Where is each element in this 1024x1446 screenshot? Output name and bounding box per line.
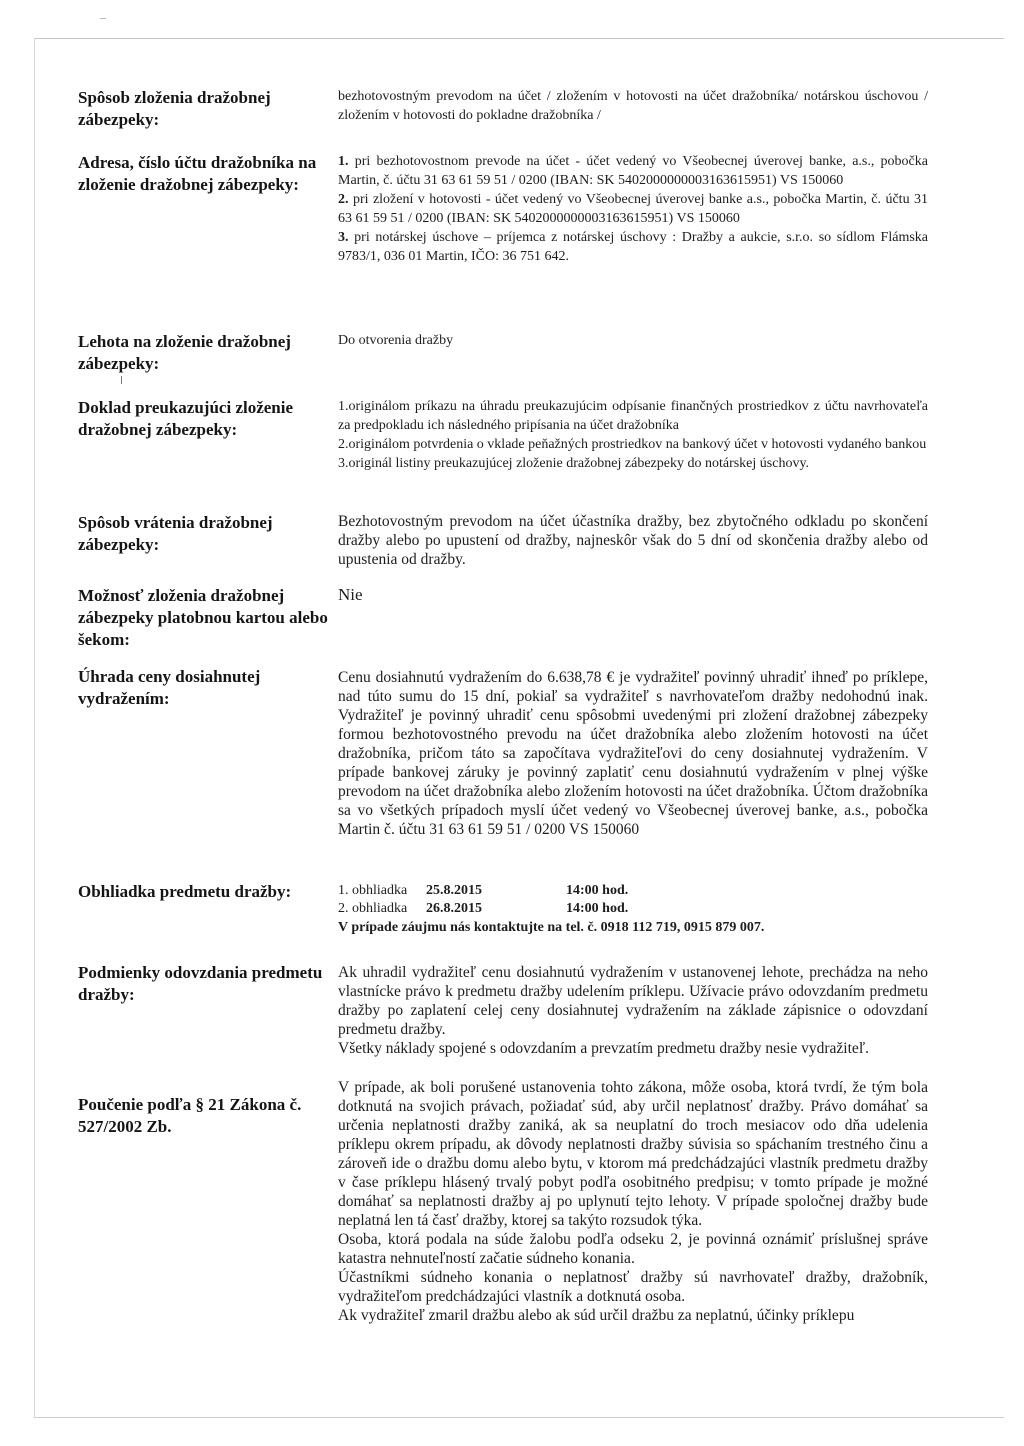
list-item-text: pri zložení v hotovosti - účet vedený vo Všeobecnej úverovej banke a.s., pobočka Martin, č. účtu 31 63 61 59 51 / 0200 (IBAN: SK 5402000000003163615951) VS 150060 — [338, 192, 929, 226]
inspection-name: 2. obhliadka — [338, 901, 408, 916]
inspection-name: 1. obhliadka — [338, 883, 408, 898]
value-paragraph: Nie — [338, 585, 363, 604]
section-label: Úhrada ceny dosiahnutej vydražením: — [78, 667, 261, 708]
section-value — [338, 512, 928, 569]
list-item-text: pri bezhotovostnom prevode na účet - účet vedený vo Všeobecnej úverovej banke, a.s., pobočka Martin, č. účtu 31 63 61 59 51 / 0200 (IBAN: SK 5402000000003163615951) VS 150060 — [338, 154, 928, 188]
section-label: Doklad preukazujúci zloženie dražobnej zábezpeky: — [78, 398, 294, 439]
scan-mark — [100, 18, 106, 19]
value-paragraph: Účastníkmi súdneho konania o neplatnosť dražby sú navrhovateľ dražby, dražobník, vydražiteľom predchádzajúci vlastník a dotknutá osoba. — [338, 1269, 928, 1305]
section-label: Poučenie podľa § 21 Zákona č. 527/2002 Zb. — [78, 1095, 302, 1136]
inspection-row — [338, 882, 628, 900]
section-label: Spôsob zloženia dražobnej zábezpeky: — [78, 88, 271, 129]
section-value — [338, 152, 928, 266]
scan-speck — [121, 376, 122, 384]
inspection-date: 25.8.2015 — [426, 883, 482, 898]
inspection-row — [338, 900, 628, 918]
value-paragraph: 2.originálom potvrdenia o vklade peňažných prostriedkov na bankový účet v hotovosti vydaného bankou — [338, 437, 927, 452]
list-item-number: 3. — [338, 230, 349, 245]
list-item-text: pri notárskej úschove – príjemca z notárskej úschovy : Dražby a aukcie, s.r.o. so sídlom Flámska 9783/1, 036 01 Martin, IČO: 36 751 642. — [338, 230, 929, 264]
value-paragraph: Cenu dosiahnutú vydražením do 6.638,78 € je vydražiteľ povinný uhradiť ihneď po príklepe, nad túto sumu do 15 dní, pokiaľ sa vydražiteľ s navrhovateľom dražby nedohodnú inak. Vydražiteľ je povinný uhradiť cenu spôsobmi uvedenými pri zložení dražobnej zábezpeky formou bezhotovostného prevodu na účet dražobníka alebo zložením hotovosti na účet dražobníka, pričom táto sa započítava vydražiteľovi do ceny dosiahnutej vydražením. V prípade bankovej záruky je povinný zaplatiť cenu dosiahnutú vydražením v plnej výške prevodom na účet dražobníka alebo zložením hotovosti na účet dražobníka. Účtom dražobníka sa vo všetkých prípadoch myslí účet vedený vo Všeobecnej úverovej banke, a.s., pobočka Martin č. účtu 31 63 61 59 51 / 0200 VS 150060 — [338, 669, 928, 838]
list-item — [338, 190, 928, 228]
list-item — [338, 152, 928, 190]
section-label: Adresa, číslo účtu dražobníka na zloženie dražobnej zábezpeky: — [78, 153, 317, 194]
inspection-time: 14:00 hod. — [566, 883, 629, 898]
section-value — [338, 1078, 928, 1325]
section-value — [338, 882, 928, 937]
section-value — [338, 87, 928, 125]
section-value — [338, 668, 928, 839]
scan-frame-top — [34, 38, 1004, 39]
section-label: Možnosť zloženia dražobnej zábezpeky platobnou kartou alebo šekom: — [78, 586, 328, 649]
value-paragraph: 3.originál listiny preukazujúcej zloženie dražobnej zábezpeky do notárskej úschovy. — [338, 456, 810, 471]
section-value — [338, 585, 928, 604]
value-paragraph: bezhotovostným prevodom na účet / zložením v hotovosti na účet dražobníka/ notárskou úschovou / zložením v hotovosti do pokladne dražobníka / — [338, 89, 928, 123]
value-paragraph: Bezhotovostným prevodom na účet účastníka dražby, bez zbytočného odkladu po skončení dražby alebo po upustení od dražby, najneskôr však do 5 dní od skončenia dražby alebo od upustenia od dražby. — [338, 513, 928, 568]
section-label: Lehota na zloženie dražobnej zábezpeky: — [78, 332, 291, 373]
value-paragraph: 1.originálom príkazu na úhradu preukazujúcim odpísanie finančných prostriedkov z účtu navrhovateľa za predpokladu ich následného pripísania na účet dražobníka — [338, 399, 928, 433]
value-paragraph: Ak vydražiteľ zmaril dražbu alebo ak súd určil dražbu za neplatnú, účinky príklepu — [338, 1307, 855, 1324]
inspection-time: 14:00 hod. — [566, 901, 629, 916]
section-value — [338, 397, 928, 473]
scan-frame-left — [34, 38, 35, 1418]
scan-frame-bottom — [34, 1417, 1004, 1418]
list-item-number: 1. — [338, 154, 349, 169]
list-item-number: 2. — [338, 192, 349, 207]
list-item — [338, 228, 928, 266]
contact-line: V prípade záujmu nás kontaktujte na tel. č. 0918 112 719, 0915 879 007. — [338, 920, 765, 935]
value-paragraph: V prípade, ak boli porušené ustanovenia tohto zákona, môže osoba, ktorá tvrdí, že tým bola dotknutá na svojich právach, požiadať súd, aby určil neplatnosť dražby. Právo domáhať sa určenia neplatnosti dražby zaniká, ak sa neuplatní do troch mesiacov odo dňa udelenia príklepu okrem prípadu, ak dôvody neplatnosti dražby súvisia so spáchaním trestného činu a zároveň ide o dražbu domu alebo bytu, v ktorom má predchádzajúci vlastník predmetu dražby v čase príklepu hlásený trvalý pobyt podľa osobitného predpisu; v tomto prípade je možné domáhať sa neplatnosti dražby aj po uplynutí tejto lehoty. V prípade spoločnej dražby bude neplatná len tá časť dražby, ktorej sa takýto rozsudok týka. — [338, 1079, 928, 1229]
section-label: Obhliadka predmetu dražby: — [78, 882, 292, 901]
value-paragraph: Ak uhradil vydražiteľ cenu dosiahnutú vydražením v ustanovenej lehote, prechádza na neho vlastnícke právo k predmetu dražby udelením príklepu. Užívacie právo odovzdaním predmetu dražby po zaplatení celej ceny dosiahnutej vydražením na základe zápisnice o odovzdaní predmetu dražby. — [338, 964, 928, 1038]
section-value — [338, 963, 928, 1058]
section-label: Podmienky odovzdania predmetu dražby: — [78, 963, 323, 1004]
section-label: Spôsob vrátenia dražobnej zábezpeky: — [78, 513, 273, 554]
value-paragraph: Do otvorenia dražby — [338, 333, 454, 348]
inspection-table — [338, 882, 628, 918]
section-value — [338, 331, 928, 350]
inspection-date: 26.8.2015 — [426, 901, 482, 916]
value-paragraph: Všetky náklady spojené s odovzdaním a prevzatím predmetu dražby nesie vydražiteľ. — [338, 1040, 869, 1057]
value-paragraph: Osoba, ktorá podala na súde žalobu podľa odseku 2, je povinná oznámiť príslušnej správe katastra nehnuteľností začatie súdneho konania. — [338, 1231, 928, 1267]
